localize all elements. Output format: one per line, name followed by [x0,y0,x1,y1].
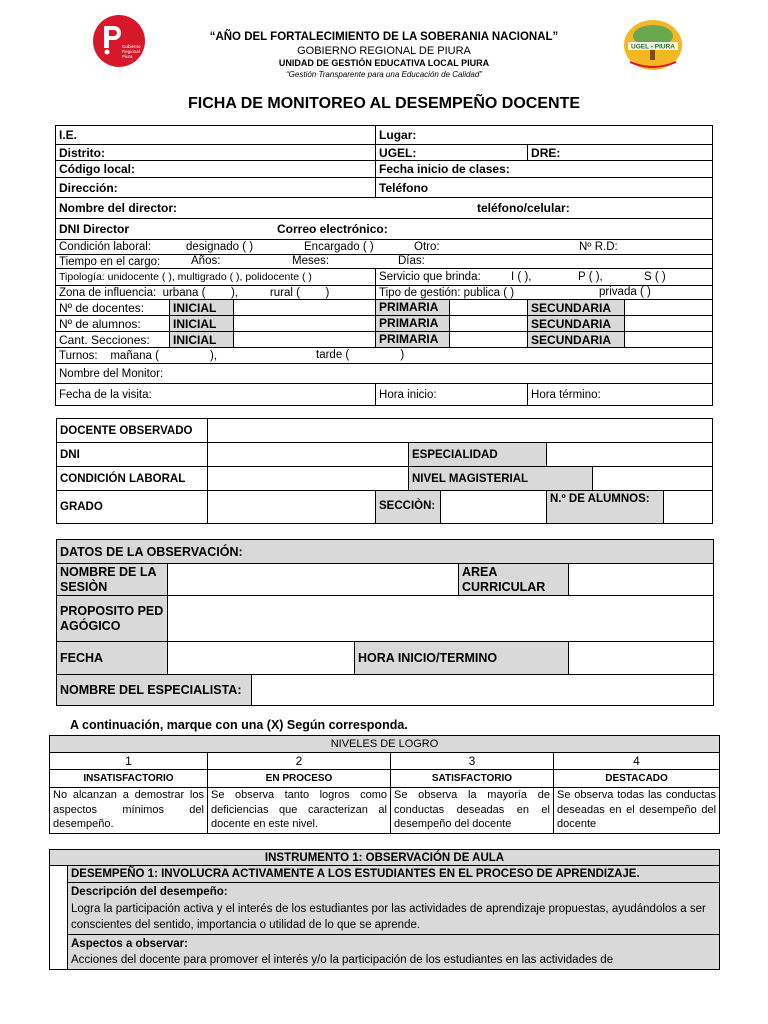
tiempo-cargo-row[interactable] [56,255,713,269]
grado-value[interactable] [208,491,376,524]
nombre-director-row[interactable] [56,198,713,219]
nivel-magisterial-value[interactable] [593,467,713,491]
dni-value[interactable] [208,443,409,467]
designado-option: designado ( ) [186,241,254,253]
fecha-value[interactable] [168,642,355,675]
correo-label: Correo electrónico: [277,222,388,236]
page-title: FICHA DE MONITOREO AL DESEMPEÑO DOCENTE [187,95,581,112]
servicio-p-option: P ( ), [578,271,603,283]
instrumento-title: INSTRUMENTO 1: OBSERVACIÓN DE AULA [50,850,720,866]
nombre-monitor-field[interactable]: Nombre del Monitor: [56,364,713,384]
niveles-table [49,735,720,834]
n-alumnos-secundaria-value[interactable] [625,316,713,332]
tarde-option: tarde ( ) [316,349,405,361]
ugel-field[interactable]: UGEL: [376,145,528,161]
dni-correo-row[interactable] [56,219,713,240]
especialidad-label: ESPECIALIDAD [409,443,547,467]
turnos-label: Turnos: mañana ( ), [59,349,218,362]
tipologia-field[interactable]: Tipología: unidocente ( ), multigrado ( ), polidocente ( ) [56,269,376,286]
fecha-label: FECHA [57,642,168,675]
aspectos-label: Aspectos a observar: [71,937,188,950]
n-docentes-secundaria-value[interactable] [625,300,713,316]
n-alumnos-inicial: INICIAL [170,316,234,332]
nivel-2-name: EN PROCESO [208,770,391,788]
observacion-table [56,539,714,706]
svg-text:Piura: Piura [122,54,133,59]
nivel-3-description: Se observa la mayoría de conductas deseadas en el desempeño del docente [391,788,554,834]
seccion-cell[interactable] [376,491,547,524]
condicion-laboral-label: CONDICIÓN LABORAL [57,467,208,491]
nro-rd-label: Nº R.D: [579,241,618,253]
n-alumnos-primaria-cell[interactable] [376,316,528,332]
tiempo-cargo-label: Tiempo en el cargo: [59,255,161,268]
tipo-gestion-field[interactable] [376,286,713,300]
hora-inicio-termino-value[interactable] [569,642,714,675]
nivel-1-description: No alcanzan a demostrar los aspectos mínimos del desempeño. [50,788,208,834]
general-info-table [55,125,713,406]
condicion-laboral-value[interactable] [208,467,409,491]
hora-inicio-termino-label: HORA INICIO/TERMINO [355,642,569,675]
privada-option: privada ( ) [599,286,651,298]
proposito-label: PROPOSITO PEDAGÓGICO [57,596,168,642]
ugel-piura-logo [622,18,684,72]
nivel-2-description: Se observa tanto logros como deficiencias que caracterizan al docente en este nivel. [208,788,391,834]
n-alumnos-primaria: PRIMARIA [376,316,450,331]
nombre-especialista-label: NOMBRE DEL ESPECIALISTA: [57,675,252,706]
n-alumnos-cell[interactable] [547,491,713,524]
header-line-1: “AÑO DEL FORTALECIMIENTO DE LA SOBERANIA NACIONAL” [209,31,559,43]
servicio-i-option: I ( ), [511,271,532,283]
nivel-3-number: 3 [391,753,554,770]
codigo-local-field[interactable]: Código local: [56,161,376,178]
observacion-title: DATOS DE LA OBSERVACIÓN: [57,540,714,564]
nombre-sesion-label: NOMBRE DE LA SESIÒN [57,564,168,596]
cant-secciones-secundaria-value[interactable] [625,332,713,348]
n-docentes-label: Nº de docentes: [56,300,170,316]
niveles-title: NIVELES DE LOGRO [50,736,720,753]
fecha-inicio-field[interactable]: Fecha inicio de clases: [376,161,713,178]
dni-director-label: DNI Director [59,222,130,236]
n-docentes-secundaria: SECUNDARIA [528,300,625,316]
n-docentes-primaria: PRIMARIA [376,300,450,315]
cant-secciones-inicial: INICIAL [170,332,234,348]
n-alumnos-docente-label: N.º DE ALUMNOS: [547,491,664,523]
nivel-4-number: 4 [554,753,720,770]
descripcion-cell [68,883,720,935]
otro-option: Otro: [414,241,440,253]
gobierno-regional-logo [92,14,148,68]
instrumento-side-cell [50,866,68,970]
nivel-magisterial-label: NIVEL MAGISTERIAL [409,467,593,491]
turnos-row[interactable] [56,348,713,364]
aspectos-text: Acciones del docente para promover el interés y/o la participación de los estudiantes en las actividades de [71,954,614,966]
meses-label: Meses: [292,255,330,267]
telefono-celular-label: teléfono/celular: [477,201,570,215]
n-alumnos-inicial-value[interactable] [234,316,376,332]
n-docentes-inicial-value[interactable] [234,300,376,316]
nivel-2-number: 2 [208,753,391,770]
dre-field[interactable]: DRE: [528,145,713,161]
dni-label: DNI [57,443,208,467]
ie-field[interactable]: I.E. [56,126,376,145]
servicio-s-option: S ( ) [644,271,666,283]
desempeno-title: DESEMPEÑO 1: INVOLUCRA ACTIVAMENTE A LOS ESTUDIANTES EN EL PROCESO DE APRENDIZAJE. [68,866,720,883]
cant-secciones-secundaria: SECUNDARIA [528,332,625,348]
cant-secciones-primaria: PRIMARIA [376,332,450,347]
distrito-field[interactable]: Distrito: [56,145,376,161]
condicion-laboral-row[interactable] [56,240,713,255]
servicio-label: Servicio que brinda: [379,271,481,283]
docente-observado-label: DOCENTE OBSERVADO [57,419,208,443]
fecha-visita-field[interactable]: Fecha de la visita: [56,384,376,406]
zona-influencia-field[interactable]: Zona de influencia: urbana ( ), rural ( ) [56,286,376,300]
grado-label: GRADO [57,491,208,524]
docente-table [56,418,713,524]
instruction-text: A continuación, marque con una (X) Según corresponda. [70,718,408,732]
proposito-value[interactable] [168,596,714,642]
n-docentes-primaria-cell[interactable] [376,300,528,316]
n-alumnos-secundaria: SECUNDARIA [528,316,625,332]
dias-label: Días: [398,255,425,267]
nombre-especialista-value[interactable] [252,675,714,706]
nivel-3-name: SATISFACTORIO [391,770,554,788]
descripcion-label: Descripción del desempeño: [71,886,228,898]
nivel-1-number: 1 [50,753,208,770]
aspectos-cell [68,934,720,969]
header-line-4: “Gestión Transparente para una Educación de Calidad” [286,70,482,79]
direccion-field[interactable]: Dirección: [56,178,376,198]
svg-text:Gobierno: Gobierno [122,44,141,49]
nivel-1-name: INSATISFACTORIO [50,770,208,788]
lugar-field[interactable]: Lugar: [376,126,713,145]
especialidad-value[interactable] [547,443,713,467]
telefono-field[interactable]: Teléfono [376,178,713,198]
n-alumnos-label: Nº de alumnos: [56,316,170,332]
docente-observado-value[interactable] [208,419,713,443]
svg-text:Regional: Regional [122,49,140,54]
nombre-sesion-value[interactable] [168,564,459,596]
tipo-gestion-label: Tipo de gestión: publica ( ) [379,286,515,299]
hora-inicio-field[interactable]: Hora inicio: [376,384,528,406]
hora-termino-field[interactable]: Hora término: [528,384,713,406]
anios-label: Años: [191,255,221,267]
cant-secciones-label: Cant. Secciones: [56,332,170,348]
cant-secciones-inicial-value[interactable] [234,332,376,348]
servicio-field[interactable] [376,269,713,286]
seccion-label: SECCIÒN: [376,491,441,523]
descripcion-text: Logra la participación activa y el interés de los estudiantes por las actividades de aprendizaje propuestas, ayudándolos a ser conscientes del sentido, importancia o utilidad de lo que se aprende. [71,902,706,931]
header-line-3: UNIDAD DE GESTIÓN EDUCATIVA LOCAL PIURA [278,58,490,68]
area-curricular-label: AREA CURRICULAR [459,564,569,596]
n-docentes-inicial: INICIAL [170,300,234,316]
nivel-4-description: Se observa todas las conductas deseadas en el desempeño del docente [554,788,720,834]
nivel-4-name: DESTACADO [554,770,720,788]
encargado-option: Encargado ( ) [304,241,374,253]
nombre-director-label: Nombre del director: [59,201,178,215]
instrumento-table [49,849,720,970]
area-curricular-value[interactable] [569,564,714,596]
cant-secciones-primaria-cell[interactable] [376,332,528,348]
header-line-2: GOBIERNO REGIONAL DE PIURA [297,45,471,57]
svg-text:UGEL - PIURA: UGEL - PIURA [631,43,675,51]
condicion-laboral-label: Condición laboral: [59,241,152,253]
